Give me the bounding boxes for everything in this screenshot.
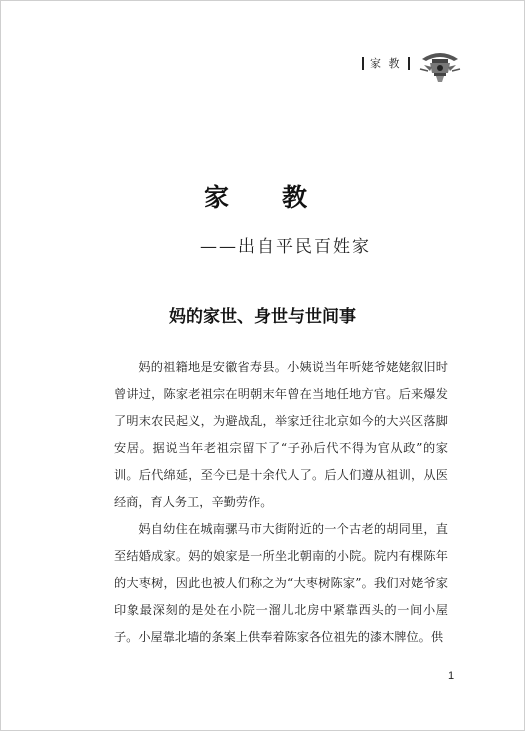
header-section-label: 家 教 bbox=[370, 57, 402, 70]
chapter-title: 家 教 bbox=[203, 183, 321, 212]
header-ornament-icon bbox=[418, 45, 462, 85]
header-divider-left bbox=[362, 57, 364, 70]
header-divider-right bbox=[408, 57, 410, 70]
body-text bbox=[114, 354, 448, 651]
page-number: 1 bbox=[448, 670, 455, 682]
paragraph-1: 妈的祖籍地是安徽省寿县。小姨说当年听姥爷姥姥叙旧时曾讲过，陈家老祖宗在明朝末年曾在当地任地方官。后来爆发了明末农民起义，为避战乱，举家迁往北京如今的大兴区落脚安居。据说当年老祖宗留下了“子孙后代不得为官从政”的家训。后代绵延，至今已是十余代人了。后人们遵从祖训，从医经商，育人务工，辛勤劳作。 bbox=[114, 360, 448, 509]
section-heading: 妈的家世、身世与世间事 bbox=[169, 307, 356, 327]
chapter-subtitle: ——出自平民百姓家 bbox=[200, 237, 371, 257]
paragraph-2: 妈自幼住在城南骡马市大街附近的一个古老的胡同里，直至结婚成家。妈的娘家是一所坐北朝南的小院。院内有棵陈年的大枣树，因此也被人们称之为“大枣树陈家”。我们对姥爷家印象最深刻的是处在小院一溜儿北房中紧靠西头的一间小屋子。小屋靠北墙的条案上供奉着陈家各位祖先的漆木牌位。供 bbox=[114, 522, 448, 644]
running-header bbox=[362, 55, 410, 71]
